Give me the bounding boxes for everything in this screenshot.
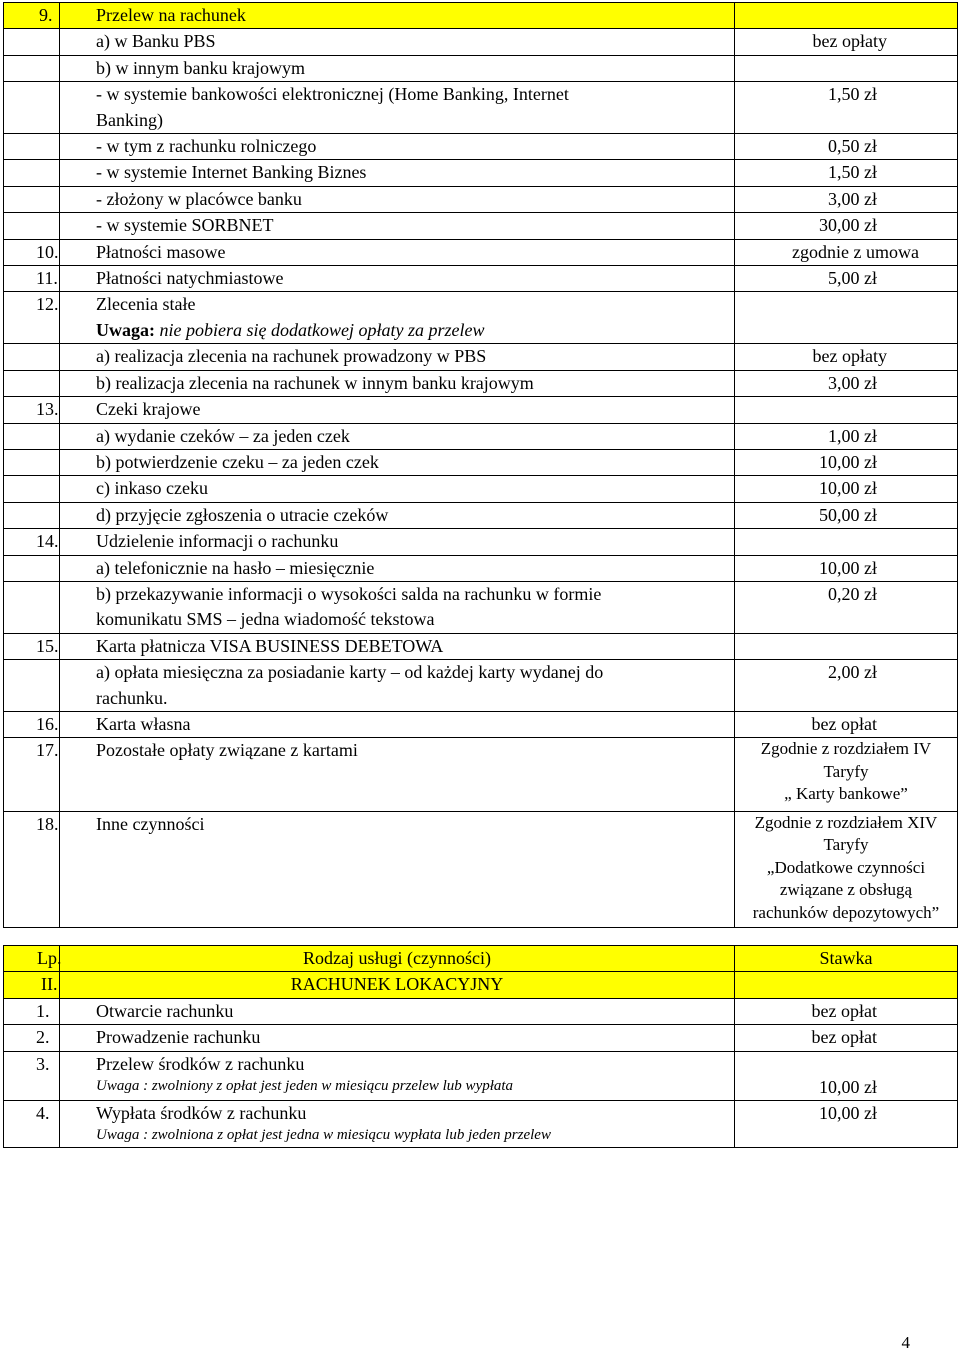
section-header: II. RACHUNEK LOKACYJNY	[4, 972, 958, 998]
table-row: a) realizacja zlecenia na rachunek prowadzony w PBS bez opłaty	[4, 344, 958, 370]
table-row: a) w Banku PBS bez opłaty	[4, 29, 958, 55]
table-row: 13. Czeki krajowe	[4, 397, 958, 423]
table-row: 17. Pozostałe opłaty związane z kartami Zgodnie z rozdziałem IV Taryfy „ Karty bankowe”	[4, 738, 958, 812]
table-row: b) potwierdzenie czeku – za jeden czek 10,00 zł	[4, 449, 958, 475]
table-row: 14. Udzielenie informacji o rachunku	[4, 529, 958, 555]
page-number: 4	[901, 1333, 910, 1352]
table-row: 11. Płatności natychmiastowe 5,00 zł	[4, 266, 958, 292]
table-row	[4, 3, 958, 29]
table-row: 2. Prowadzenie rachunku bez opłat	[4, 1025, 958, 1051]
fee-table-continued	[3, 2, 958, 928]
table-header: Lp. Rodzaj usługi (czynności) Stawka	[4, 946, 958, 972]
table-row: d) przyjęcie zgłoszenia o utracie czeków 50,00 zł	[4, 502, 958, 528]
table-row: 15. Karta płatnicza VISA BUSINESS DEBETOWA	[4, 633, 958, 659]
table-row: 10. Płatności masowe zgodnie z umowa	[4, 239, 958, 265]
table-row: - w tym z rachunku rolniczego 0,50 zł	[4, 134, 958, 160]
table-row: a) opłata miesięczna za posiadanie karty – od każdej karty wydanej do rachunku. 2,00 zł	[4, 660, 958, 712]
row-title: Przelew na rachunek	[60, 3, 735, 29]
row-number: 9.	[4, 3, 60, 29]
table-row: 18. Inne czynności Zgodnie z rozdziałem XIV Taryfy „Dodatkowe czynności związane z obsługą rachunków depozytowych”	[4, 811, 958, 928]
table-row: 16. Karta własna bez opłat	[4, 711, 958, 737]
table-row: a) wydanie czeków – za jeden czek 1,00 zł	[4, 423, 958, 449]
table-row: - złożony w placówce banku 3,00 zł	[4, 186, 958, 212]
table-row: c) inkaso czeku 10,00 zł	[4, 476, 958, 502]
table-row: 12. Zlecenia stałe Uwaga: nie pobiera się dodatkowej opłaty za przelew	[4, 292, 958, 344]
table-row: 4. Wypłata środków z rachunku Uwaga : zwolniona z opłat jest jedna w miesiącu wypłata lub jeden przelew 10,00 zł	[4, 1101, 958, 1148]
table-row: - w systemie Internet Banking Biznes 1,50 zł	[4, 160, 958, 186]
table-row: - w systemie bankowości elektronicznej (Home Banking, Internet Banking) 1,50 zł	[4, 82, 958, 134]
table-row: a) telefonicznie na hasło – miesięcznie 10,00 zł	[4, 555, 958, 581]
deposit-account-table	[3, 945, 958, 1148]
table-row: - w systemie SORBNET 30,00 zł	[4, 213, 958, 239]
table-row: b) realizacja zlecenia na rachunek w innym banku krajowym 3,00 zł	[4, 370, 958, 396]
table-row: b) przekazywanie informacji o wysokości salda na rachunku w formie komunikatu SMS – jedna wiadomość tekstowa 0,20 zł	[4, 581, 958, 633]
table-row: 3. Przelew środków z rachunku Uwaga : zwolniony z opłat jest jeden w miesiącu przelew lub wypłata 10,00 zł	[4, 1051, 958, 1100]
table-row: 1. Otwarcie rachunku bez opłat	[4, 998, 958, 1024]
table-row: b) w innym banku krajowym	[4, 55, 958, 81]
